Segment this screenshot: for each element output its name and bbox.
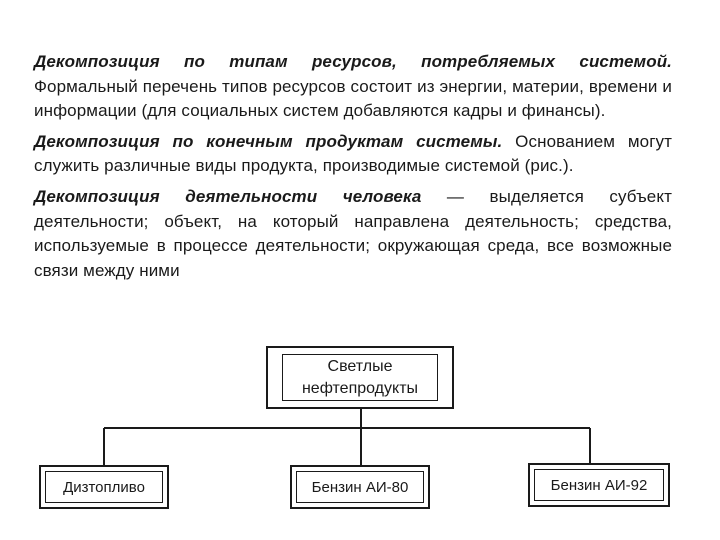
node-child-label: Бензин АИ-92 <box>534 469 664 501</box>
node-child-ai80 <box>290 465 430 509</box>
node-child-label: Бензин АИ-80 <box>296 471 424 503</box>
paragraph-heading: Декомпозиция по типам ресурсов, потребляемых системой. <box>34 52 672 71</box>
node-root <box>266 346 454 409</box>
node-root-label: Светлые нефтепродукты <box>282 354 438 401</box>
paragraph-body: Формальный перечень типов ресурсов состоит из энергии, материи, времени и информации (для социальных систем добавляются кадры и финансы). <box>34 76 672 121</box>
node-child-diesel <box>39 465 169 509</box>
node-child-ai92 <box>528 463 670 507</box>
node-child-label: Дизтопливо <box>45 471 163 503</box>
paragraph-heading: Декомпозиция по конечным продуктам системы. <box>34 131 503 151</box>
paragraph-body: — выделяется субъект деятельности; объект, на который направлена деятельность; средства, используемые в процессе деятельности; окружающая среда, все возможные связи между ними <box>34 186 672 280</box>
paragraph-body: Основанием могут служить различные виды продукта, производимые системой (рис.). <box>34 131 672 176</box>
paragraph-heading: Декомпозиция деятельности человека <box>34 186 422 206</box>
